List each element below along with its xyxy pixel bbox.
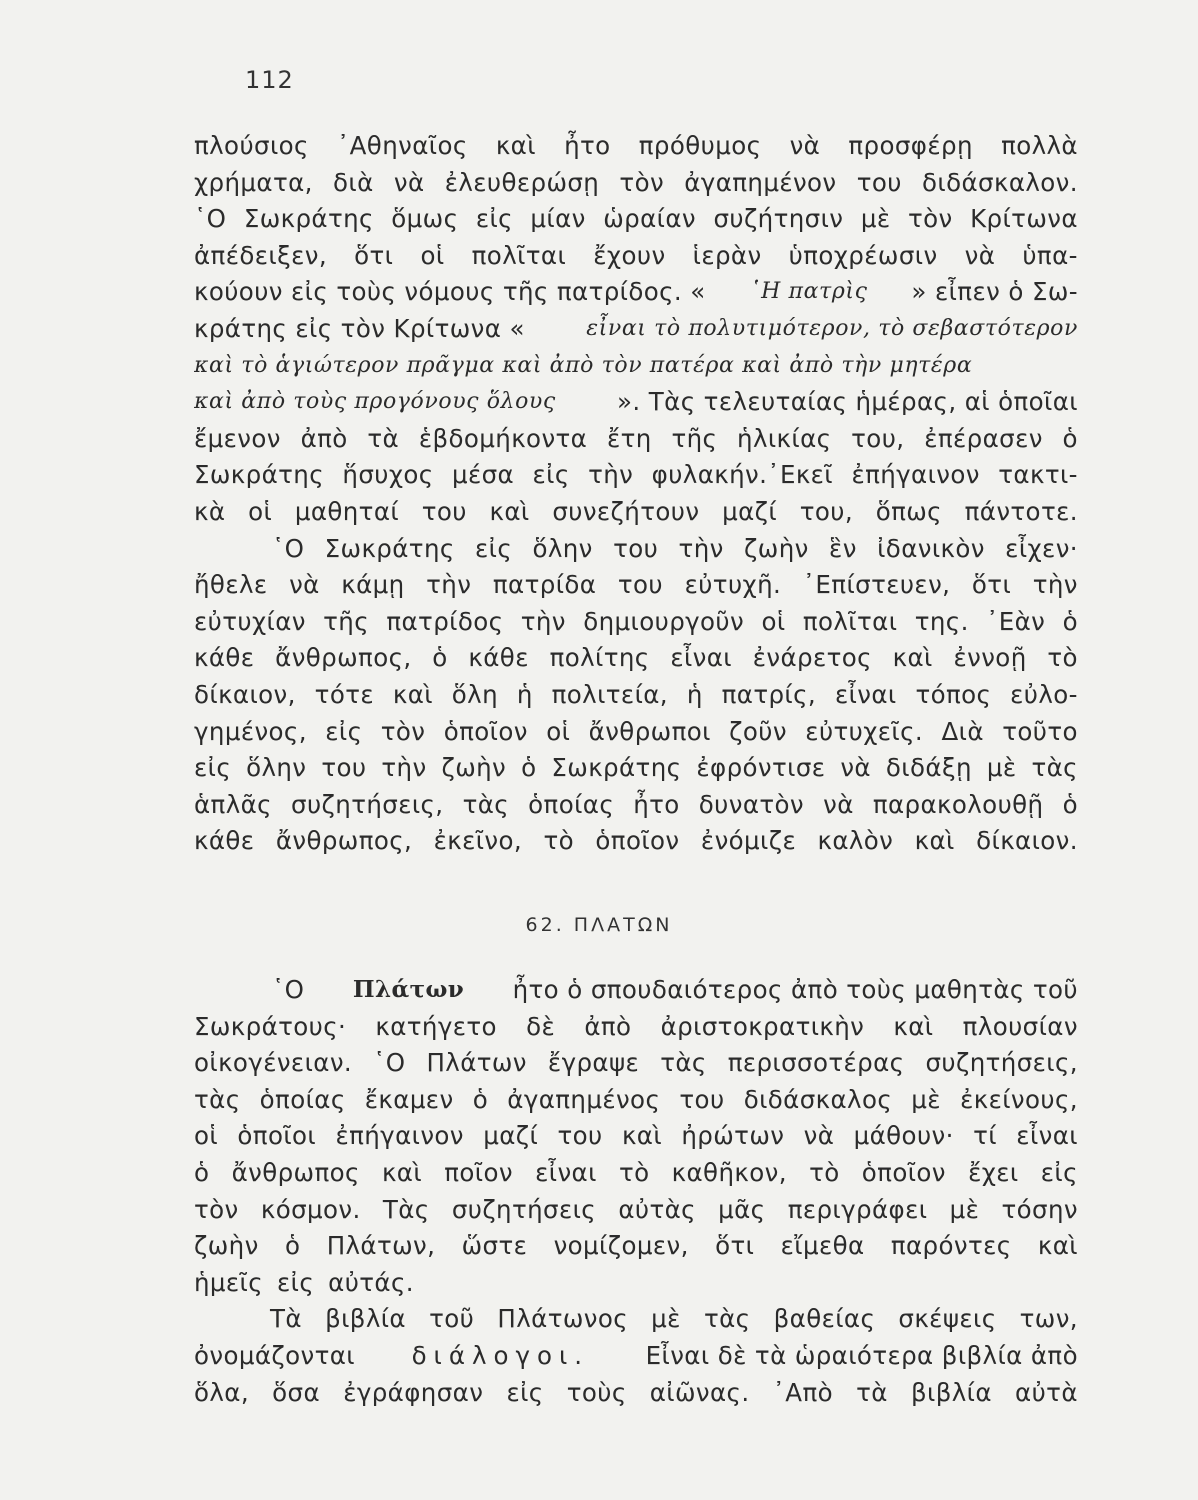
word: ἔχουν [593,240,666,270]
word: ὁ [1062,423,1078,453]
italic-quote: καὶ τὸ ἁγιώτερον πρᾶγμα καὶ ἀπὸ τὸν πατέρα καὶ ἀπὸ τὴν μητέρα [194,352,973,378]
word: πατρίδα [492,570,597,600]
word: τὸν [194,1194,239,1224]
word: πλουσίαν [962,1011,1078,1041]
text-line [194,1045,1078,1082]
word: καὶ [914,826,955,856]
word: Κρίτωνα [970,204,1078,234]
word: πολιτεία, [551,679,668,709]
word: ἐπέρασεν [924,423,1043,453]
word: πρόθυμος [638,131,762,160]
word: ἰδανικὸν [877,533,985,563]
word: νὰ [803,1121,835,1151]
word: διδάσκαλον. [922,167,1078,197]
italic-quote: ῾Η πατρὶς [749,279,868,305]
word: ὁ [472,1084,489,1114]
word: εἶναι [1016,1121,1078,1151]
word: ἁπλᾶς [194,789,272,819]
word: κάθε [468,643,529,673]
word: ἔμενον [194,423,281,453]
word: ὁ [1062,789,1078,819]
text-line [194,494,1078,531]
text-block-plato [194,972,1078,1411]
word: ἠρώτων [681,1121,785,1151]
word: δίκαιον. [976,826,1078,856]
word: συζητήσεις, [925,1048,1078,1078]
word: ἀπέδειξεν, [194,240,328,270]
word: τὰς [703,1304,751,1334]
word: αὐτὰ [1015,1377,1078,1407]
word: τὴν [426,570,472,600]
word: της. [914,606,969,636]
word: καὶ [489,496,530,526]
word: γημένος, [194,716,307,746]
words-group: » εἶπεν ὁ Σω- [911,277,1078,307]
word: νὰ [393,167,425,197]
word: ἀπὸ [300,423,348,453]
word: εὐλο- [1010,679,1078,709]
word: τὸ [543,826,575,856]
word: τῆς [671,423,718,453]
word: πλούσιος [194,131,309,160]
text-line [194,238,1078,275]
words-group: κράτης εἰς τὸν Κρίτωνα « [194,313,525,343]
word: ὑπα- [1022,240,1078,270]
word: μαθηταί [294,496,400,526]
word: ὅλα, [194,1377,250,1407]
italic-quote: καὶ ἀπὸ τοὺς προγόνους ὅλους [194,389,556,415]
word: εἶναι [834,679,897,709]
word: ἐφρόντισε [696,753,826,783]
word: ἡ [516,679,533,709]
word: πολῖται [802,606,898,636]
word: ὅτι [354,240,394,270]
section-heading: 62. ΠΛΑΤΩΝ [525,914,673,936]
word: κὰ [194,496,226,526]
word: εἰς [532,460,570,490]
word: βιβλία [911,1377,992,1407]
word: εἰς [325,716,363,746]
word: οἰκογένειαν. [194,1048,353,1078]
word: εὐτυχίαν [194,606,306,636]
word: εἰς [1040,1157,1078,1187]
word: ἔκαμεν [364,1084,454,1114]
word: τὴν [520,606,566,636]
word: ἐνόμιζε [700,826,797,856]
text-line [194,1265,1078,1302]
word: τοῦ [429,1304,475,1334]
word: ὅσα [272,1377,321,1407]
word: ζωὴν [441,753,507,783]
word: ὁποίας [528,789,615,819]
word: ζωὴν [194,1231,259,1261]
words-group: ». Τὰς τελευταίας ἡμέρας, αἱ ὁποῖαι [617,387,1078,417]
word: καλὸν [817,826,894,856]
words-group: ἦτο ὁ σπουδαιότερος ἀπὸ τοὺς μαθητὰς τοῦ [512,975,1078,1004]
word: ὁποῖον [443,716,528,746]
word: ὅτι [715,1231,755,1261]
word: Πλάτωνος [497,1304,629,1334]
word: ἐλευθερώσῃ [444,167,600,197]
word: των, [1019,1304,1078,1334]
word: ἡ [686,679,703,709]
text-line [194,972,1078,1009]
word: ἔγραψε [547,1048,640,1078]
word: αἰῶνας. [649,1377,750,1407]
word: ὅλη [451,679,499,709]
word: ὁ [521,753,537,783]
word: ὅλην [246,753,307,783]
word: χρήματα, [194,167,313,197]
word: Πλάτων, [326,1231,436,1261]
text-line [194,677,1078,714]
word: ἐπήγαινον [851,460,980,490]
word: Σωκράτης [324,533,455,563]
word: νὰ [789,131,821,160]
word: τὸ [809,1157,840,1187]
word: μαζί [483,1121,539,1151]
text-block-socrates [194,128,1078,860]
word: οἱ [420,240,445,270]
word: εἶχεν· [1005,533,1078,563]
word: κάθε [194,826,255,856]
word: καὶ [621,1121,663,1151]
text-line [194,750,1078,787]
text-line [194,1009,1078,1046]
word: εἰς [506,1377,544,1407]
word: ἦτο [564,131,611,160]
word: τὴν [588,460,634,490]
word: ᾿Εὰν [986,606,1046,636]
word: καὶ [892,643,933,673]
word: ἄνθρωπος [231,1157,360,1187]
word: ἱερὰν [692,240,762,270]
word: ῾Ο [373,1048,406,1078]
word: μὲ [986,753,1017,783]
text-line [194,714,1078,751]
text-line [194,1338,1078,1375]
word: Τὰ [270,1304,302,1334]
word: ὅλην [532,533,593,563]
word: πάντοτε. [964,496,1078,526]
word: Σωκράτης [243,204,374,234]
word: παρακολουθῇ [872,789,1044,819]
word: ζωὴν [744,533,809,563]
word: πολῖται [471,240,567,270]
word: του [679,1084,725,1114]
word: ἑβδομήκοντα [418,423,588,453]
text-line [194,1192,1078,1229]
word: ὥστε [461,1231,528,1261]
word: ἦτο [633,789,680,819]
word: κατήγετο [375,1011,497,1041]
word: διὰ [333,167,374,197]
word: ἐγράφησαν [343,1377,484,1407]
word: ἄνθρωποι [588,716,711,746]
text-line [194,1301,1078,1338]
word: παρόντες [890,1231,1012,1261]
word: του, [851,423,905,453]
word: κάθε [194,643,255,673]
word: εἴμεθα [780,1231,865,1261]
word: ὅμως [391,204,459,234]
word: περιγράφει [787,1194,928,1224]
word: εἰς [277,1267,315,1297]
word: ἀγαπημένον [684,167,837,197]
word: καὶ [1037,1231,1078,1261]
word: τὸν [907,204,953,234]
word: συνεζήτουν [552,496,700,526]
italic-quote: εἶναι τὸ πολυτιμότερον, τὸ σεβαστότερον [586,315,1078,341]
text-line [194,1118,1078,1155]
word: ῾Ο [194,204,227,234]
text-line [194,274,1078,311]
word: σκέψεις [898,1304,997,1334]
word: ὁποῖοι [237,1121,317,1151]
word: οἱ [248,496,273,526]
word: ἐννοῇ [953,643,1027,673]
word: ἤθελε [194,570,268,600]
word: διδάξῃ [885,753,972,783]
word: ἀγαπημένος [507,1084,661,1114]
word: ὅπως [875,496,942,526]
word: Σωκράτης [194,460,324,490]
word: μὲ [860,204,891,234]
word: μίαν [530,204,586,234]
word: βιβλία [325,1304,406,1334]
word: ἔτη [606,423,652,453]
word: ἔχει [968,1157,1019,1187]
word: Τὰς [382,1194,430,1224]
word: εἰς [475,204,513,234]
word: μὲ [949,1194,980,1224]
word: νὰ [823,789,854,819]
word: ὁ [432,643,448,673]
word: ἐκεῖνο, [433,826,523,856]
word: κόσμον. [260,1194,361,1224]
word: ἄνθρωπος, [275,826,413,856]
text-line [194,1375,1078,1412]
text-line [194,604,1078,641]
word: Διὰ [941,716,984,746]
word: ζοῦν [729,716,787,746]
word: τί [973,1121,997,1151]
word: καὶ [893,1011,934,1041]
word: φυλακήν.᾿Εκεῖ [651,460,834,490]
word: βαθείας [773,1304,876,1334]
word: καὶ [495,131,536,160]
word: συζήτησιν [713,204,844,234]
word: τὸ [618,1157,650,1187]
word: εὐτυχῆ. [684,570,782,600]
text-line [194,128,1078,165]
word: τὴν [1032,570,1078,600]
words-group: κούουν εἰς τοὺς νόμους τῆς πατρίδος. « [194,277,706,307]
word: προσφέρῃ [848,131,973,160]
word: ἓν [829,533,857,563]
word: νὰ [840,753,871,783]
text-line [194,348,1078,385]
text-line [194,531,1078,568]
word: νὰ [289,570,320,600]
word: ᾿Επίστευεν, [802,570,951,600]
text-line [194,787,1078,824]
word: τὰ [856,1377,888,1407]
word: τὰ [367,423,400,453]
word: ἐκείνους, [960,1084,1078,1114]
word: νομίζομεν, [553,1231,689,1261]
word: ῾Ο [272,533,305,563]
word: εὐτυχεῖς. [805,716,924,746]
word: εἶναι [535,1157,597,1187]
word: ὁποῖον [861,1157,946,1187]
text-line [194,567,1078,604]
word: του [856,167,902,197]
word: τὰς [194,1084,241,1114]
word: ᾿Απὸ [772,1377,834,1407]
word: τὸν [619,167,665,197]
word: εἰς [475,533,513,563]
text-line [194,823,1078,860]
word: πολλὰ [1001,131,1078,160]
word: Πλάτων [426,1048,527,1078]
word: μὲ [651,1304,681,1334]
text-line [194,1228,1078,1265]
word: του [321,753,367,783]
word: ῾Ο [272,975,305,1004]
word: Σωκράτης [551,753,682,783]
word: τοῦτο [1002,716,1078,746]
word: του [613,533,659,563]
text-line [194,457,1078,494]
word: πατρίς, [721,679,817,709]
word: ὑποχρέωσιν [788,240,938,270]
word: διδάσκαλος [743,1084,893,1114]
word: ὡραίαν [603,204,696,234]
page-number: 112 [245,66,294,94]
word: συζητήσεις, [291,789,444,819]
word: τῆς [323,606,370,636]
text-line [194,384,1078,421]
word: Σωκράτους· [194,1011,347,1041]
word: του, [799,496,854,526]
word: του [421,496,467,526]
word: ὅτι [971,570,1012,600]
word: τοὺς [566,1377,627,1407]
word: ὁ [194,1157,210,1187]
word: μὲ [911,1084,941,1114]
word: ἄνθρωπος, [275,643,412,673]
spaced-term: διάλογοι. [411,1340,590,1370]
word: περισσοτέρας [727,1048,905,1078]
word: τὴν [381,753,427,783]
word: του [557,1121,603,1151]
text-line [194,421,1078,458]
word: αὐτὰς [618,1194,696,1224]
word: ὁποίας [259,1084,346,1114]
word: συζητήσεις [451,1194,597,1224]
word: οἱ [194,1121,219,1151]
words-group: ὀνομάζονται [194,1340,355,1370]
word: ἀπὸ [584,1011,632,1041]
word: ἐπήγαινον [335,1121,464,1151]
word: κάμῃ [341,570,405,600]
word: οἱ [546,716,571,746]
word: ὁποῖον [595,826,680,856]
word: δὲ [526,1011,556,1041]
word: οἱ [761,606,786,636]
word: ἐνάρετος [752,643,872,673]
word: τὰς [1031,753,1078,783]
word: τότε [314,679,375,709]
word: τόσην [1001,1194,1078,1224]
word: ἡλικίας [737,423,832,453]
word: πολίτης [549,643,650,673]
word: δημιουργοῦν [583,606,745,636]
text-line [194,640,1078,677]
word: εἰς [194,753,232,783]
word: τὰς [462,789,510,819]
text-line [194,1082,1078,1119]
word: τόπος [915,679,992,709]
word: μάθουν· [853,1121,954,1151]
word: τὸν [380,716,426,746]
word: δυνατὸν [698,789,805,819]
word: τακτι- [998,460,1078,490]
word: μέσα [452,460,515,490]
word: του [617,570,664,600]
text-line [194,201,1078,238]
text-line [194,1155,1078,1192]
word: τὸ [1047,643,1078,673]
word: εἶναι [670,643,732,673]
words-group: Εἶναι δὲ τὰ ὡραιότερα βιβλία ἀπὸ [645,1340,1078,1370]
word: νὰ [964,240,996,270]
word: ἥσυχος [342,460,434,490]
word: καὶ [392,679,433,709]
word: μαζί [722,496,778,526]
text-line [194,311,1078,348]
word: ᾿Αθηναῖος [337,131,468,160]
word: τὴν [678,533,724,563]
word: ποῖον [444,1157,513,1187]
word: ἡμεῖς [194,1267,264,1297]
word: τὰς [660,1048,707,1078]
word: πατρίδος [386,606,504,636]
word: καὶ [381,1157,423,1187]
word: αὐτάς. [328,1267,414,1297]
text-line [194,165,1078,202]
word: καθῆκον, [671,1157,787,1187]
word: ἀριστοκρατικὴν [660,1011,865,1041]
word: ὁ [1062,606,1078,636]
bold-name: Πλάτων [352,976,465,1003]
word: μᾶς [718,1194,766,1224]
word: ὁ [284,1231,301,1261]
word: δίκαιον, [194,679,296,709]
